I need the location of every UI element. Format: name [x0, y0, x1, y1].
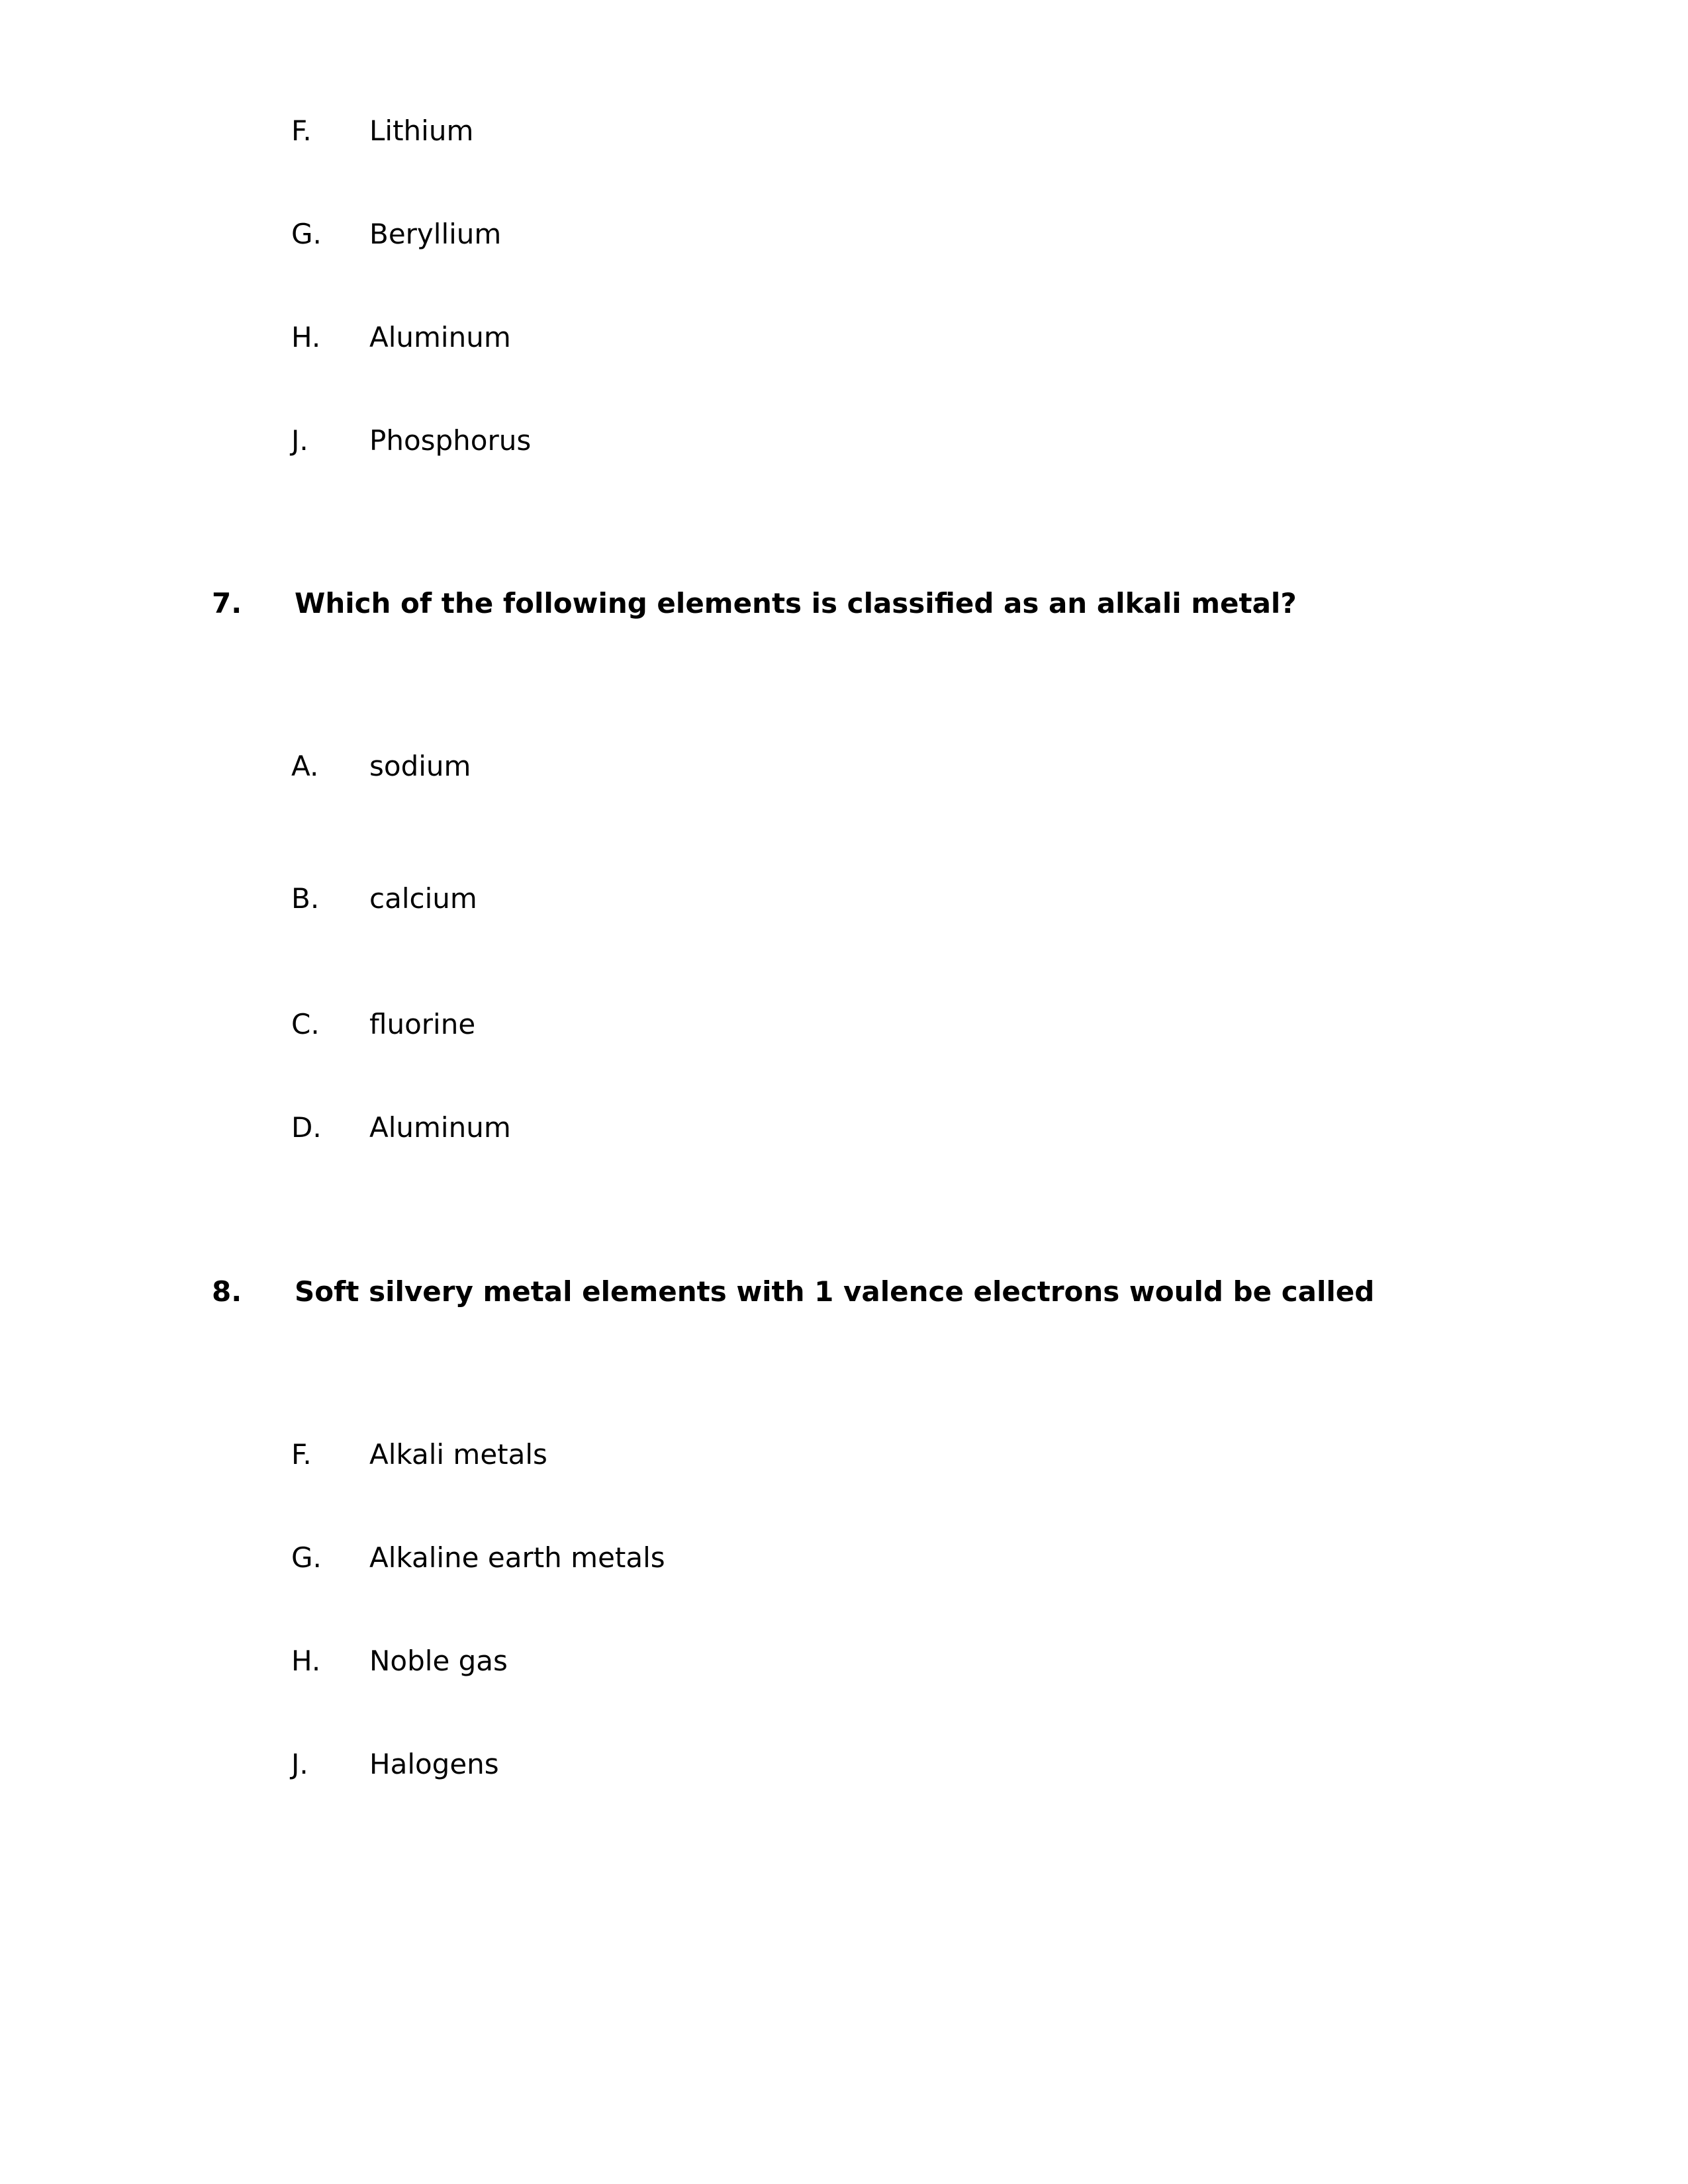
option-text: Noble gas	[369, 1645, 508, 1677]
option-letter: F.	[291, 1438, 312, 1471]
option-letter: H.	[291, 1645, 321, 1677]
option-text: Phosphorus	[369, 424, 532, 457]
option-letter: A.	[291, 750, 319, 782]
option-letter: C.	[291, 1008, 320, 1040]
option-letter: F.	[291, 114, 312, 147]
question-text: Which of the following elements is classified as an alkali metal?	[295, 587, 1297, 619]
option-text: sodium	[369, 750, 471, 782]
option-text: Beryllium	[369, 218, 502, 250]
option-text: fluorine	[369, 1008, 476, 1040]
option-text: Lithium	[369, 114, 474, 147]
option-text: calcium	[369, 882, 477, 915]
option-text: Halogens	[369, 1748, 499, 1780]
option-text: Aluminum	[369, 1111, 511, 1144]
option-letter: H.	[291, 321, 321, 353]
option-text: Alkaline earth metals	[369, 1541, 665, 1574]
option-letter: J.	[291, 1748, 308, 1780]
option-letter: J.	[291, 424, 308, 457]
question-number: 7.	[212, 587, 242, 619]
question-text: Soft silvery metal elements with 1 valence electrons would be called	[295, 1275, 1375, 1308]
option-letter: D.	[291, 1111, 322, 1144]
option-text: Aluminum	[369, 321, 511, 353]
option-letter: G.	[291, 1541, 322, 1574]
option-letter: G.	[291, 218, 322, 250]
option-letter: B.	[291, 882, 320, 915]
question-number: 8.	[212, 1275, 242, 1308]
option-text: Alkali metals	[369, 1438, 547, 1471]
